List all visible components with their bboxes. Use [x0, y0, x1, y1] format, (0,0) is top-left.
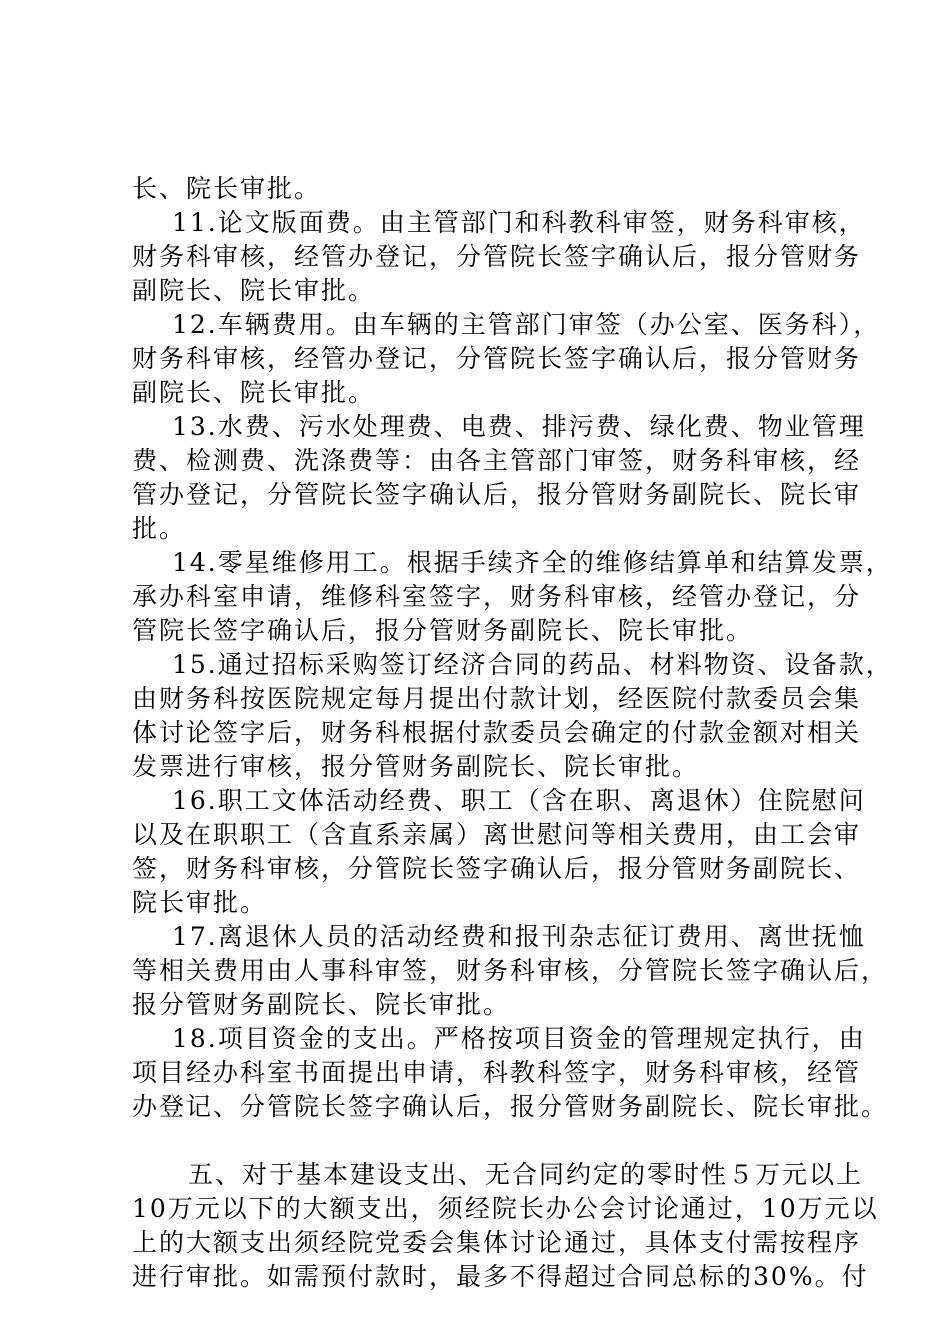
item-11-heading-line: 11.论文版面费。由主管部门和科教科审签，财务科审核， [172, 208, 866, 237]
text-line: 以及在职职工（含直系亲属）离世慰问等相关费用，由工会审 [132, 820, 862, 849]
text-line: 批。 [132, 514, 187, 543]
text-line: 项目经办科室书面提出申请，科教科签字，财务科审核，经管 [132, 1058, 862, 1087]
text-line: 上的大额支出须经院党委会集体讨论通过，具体支付需按程序 [132, 1228, 862, 1257]
text-line: 财务科审核，经管办登记，分管院长签字确认后，报分管财务 [132, 242, 862, 271]
text-line: 副院长、院长审批。 [132, 378, 376, 407]
item-14-heading-line: 14.零星维修用工。根据手续齐全的维修结算单和结算发票， [172, 548, 893, 577]
item-13-heading-line: 13.水费、污水处理费、电费、排污费、绿化费、物业管理 [172, 412, 866, 441]
item-18-heading-line: 18.项目资金的支出。严格按项目资金的管理规定执行，由 [172, 1024, 866, 1053]
text-line: 由财务科按医院规定每月提出付款计划，经医院付款委员会集 [132, 684, 862, 713]
text-line: 副院长、院长审批。 [132, 276, 376, 305]
text-line: 等相关费用由人事科审签，财务科审核，分管院长签字确认后， [132, 956, 889, 985]
text-line: 院长审批。 [132, 888, 268, 917]
text-line: 签，财务科审核，分管院长签字确认后，报分管财务副院长、 [132, 854, 862, 883]
item-15-heading-line: 15.通过招标采购签订经济合同的药品、材料物资、设备款， [172, 650, 893, 679]
text-line: 管办登记，分管院长签字确认后，报分管财务副院长、院长审 [132, 480, 862, 509]
text-line: 费、检测费、洗涤费等：由各主管部门审签，财务科审核，经 [132, 446, 862, 475]
item-16-heading-line: 16.职工文体活动经费、职工（含在职、离退休）住院慰问 [172, 786, 866, 815]
text-line: 办登记、分管院长签字确认后，报分管财务副院长、院长审批。 [132, 1092, 889, 1121]
text-line: 管院长签字确认后，报分管财务副院长、院长审批。 [132, 616, 754, 645]
text-line: 进行审批。如需预付款时，最多不得超过合同总标的30%。付 [132, 1262, 869, 1291]
text-line: 财务科审核，经管办登记，分管院长签字确认后，报分管财务 [132, 344, 862, 373]
section-five-heading-line: 五、对于基本建设支出、无合同约定的零时性５万元以上 [188, 1160, 864, 1189]
text-line: 承办科室申请，维修科室签字，财务科审核，经管办登记，分 [132, 582, 862, 611]
text-line: 体讨论签字后，财务科根据付款委员会确定的付款金额对相关 [132, 718, 862, 747]
text-line: 长、院长审批。 [132, 174, 322, 203]
item-17-heading-line: 17.离退休人员的活动经费和报刊杂志征订费用、离世抚恤 [172, 922, 866, 951]
text-line: 10万元以下的大额支出，须经院长办公会讨论通过，10万元以 [132, 1194, 879, 1223]
item-12-heading-line: 12.车辆费用。由车辆的主管部门审签（办公室、医务科）， [172, 310, 881, 339]
text-line: 报分管财务副院长、院长审批。 [132, 990, 511, 1019]
text-line: 发票进行审核，报分管财务副院长、院长审批。 [132, 752, 700, 781]
